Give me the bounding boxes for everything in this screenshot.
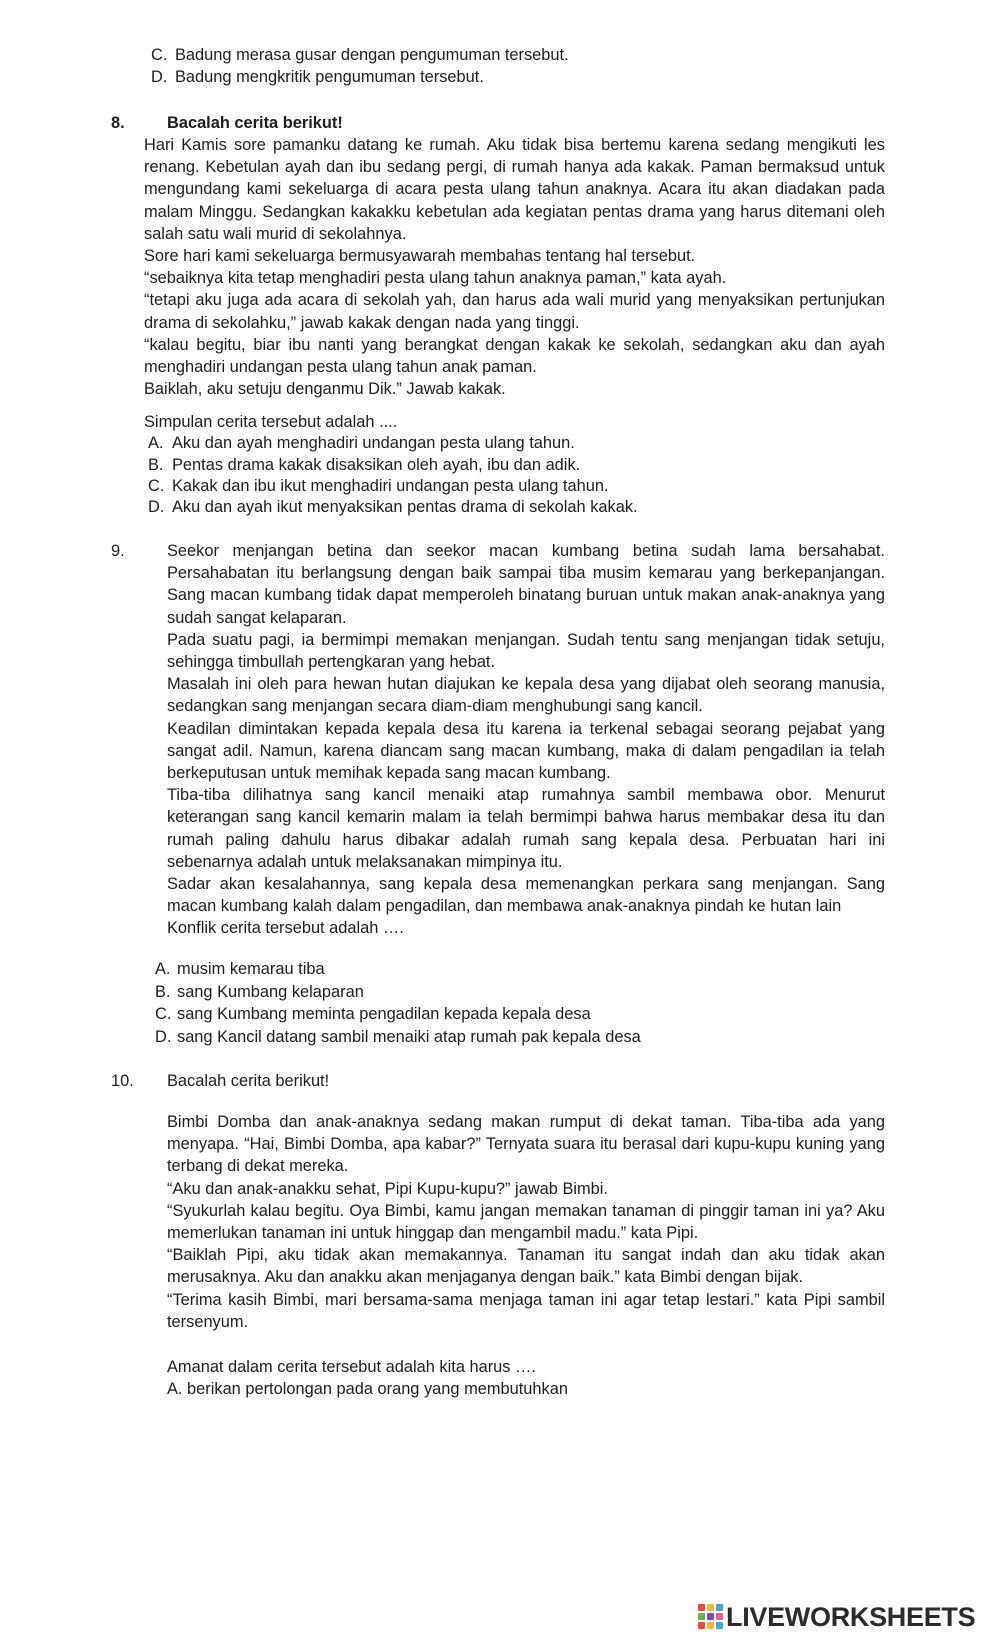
option-text: Badung merasa gusar dengan pengumuman tersebut. bbox=[175, 46, 569, 64]
liveworksheets-logo bbox=[698, 1602, 975, 1632]
option-text: Aku dan ayah menghadiri undangan pesta ulang tahun. bbox=[172, 434, 575, 452]
option-text: musim kemarau tiba bbox=[177, 960, 325, 978]
q8-line-sister: “tetapi aku juga ada acara di sekolah yah, dan harus ada wali murid yang menyaksikan pertunjukan drama di sekolahku,” jawab kakak dengan nada yang tinggi. bbox=[144, 291, 885, 332]
q9-option-a bbox=[155, 958, 325, 980]
q9-story bbox=[167, 540, 885, 940]
q9-paragraph-5: Tiba-tiba dilihatnya sang kancil menaiki atap rumahnya sambil membawa obor. Menurut keterangan sang kancil kemarin malam ia telah bermimpi bahwa harus membakar desa itu dan rumah paling dahulu harus dibakar adalah rumah sang kepala desa. Perbuatan hari ini sebenarnya adalah untuk melaksanakan mimpinya itu. bbox=[167, 786, 885, 871]
q10-number: 10. bbox=[111, 1072, 134, 1090]
q10-paragraph-4: “Baiklah Pipi, aku tidak akan memakannya. Tanaman itu sangat indah dan aku tidak akan merusaknya. Aku dan anakku akan menjaganya dengan baik.” kata Bimbi dengan bijak. bbox=[167, 1246, 885, 1287]
q8-option-c bbox=[148, 475, 609, 497]
q9-question: Konflik cerita tersebut adalah …. bbox=[167, 919, 404, 938]
q10-paragraph-2: “Aku dan anak-anakku sehat, Pipi Kupu-kupu?” jawab Bimbi. bbox=[167, 1179, 608, 1198]
q9-paragraph-2: Pada suatu pagi, ia bermimpi memakan menjangan. Sudah tentu sang menjangan tidak setuju, sehingga timbullah pertengkaran yang hebat. bbox=[167, 630, 885, 672]
q10-story bbox=[167, 1111, 885, 1333]
option-text: sang Kancil datang sambil menaiki atap rumah pak kepala desa bbox=[177, 1028, 641, 1046]
q10-paragraph-1: Bimbi Domba dan anak-anaknya sedang makan rumput di dekat taman. Tiba-tiba ada yang menyapa. “Hai, Bimbi Domba, apa kabar?” Ternyata suara itu berasal dari kupu-kupu kuning yang terbang di dekat mereka. bbox=[167, 1113, 885, 1176]
q10-paragraph-5: “Terima kasih Bimbi, mari bersama-sama menjaga taman ini agar tetap lestari.” kata Pipi sambil tersenyum. bbox=[167, 1290, 885, 1331]
option-letter: C. bbox=[151, 46, 168, 64]
q9-paragraph-4: Keadilan dimintakan kepada kepala desa itu karena ia terkenal sebagai seorang pejabat yang sangat adil. Namun, karena diancam sang macan kumbang, maka di dalam pengadilan ia telah berkeputusan untuk memihak kepada sang macan kumbang. bbox=[167, 719, 885, 783]
q8-number: 8. bbox=[111, 114, 125, 132]
q8-line-agree: Baiklah, aku setuju denganmu Dik.” Jawab kakak. bbox=[144, 380, 506, 399]
option-letter: A. bbox=[148, 434, 164, 452]
option-letter: D. bbox=[155, 1028, 172, 1046]
brand-name: LIVEWORKSHEETS bbox=[726, 1601, 976, 1632]
q8-story bbox=[144, 134, 885, 400]
q8-line-discussion: Sore hari kami sekeluarga bermusyawarah membahas tentang hal tersebut. bbox=[144, 247, 696, 266]
q9-paragraph-1: Seekor menjangan betina dan seekor macan kumbang betina sudah lama bersahabat. Persahabatan itu berlangsung dengan baik sampai tiba musim kemarau yang berkepanjangan. Sang macan kumbang tidak dapat memperoleh binatang buruan untuk makan anak-anaknya yang sudah sangat kelaparan. bbox=[167, 542, 885, 627]
option-text: Badung mengkritik pengumuman tersebut. bbox=[175, 68, 484, 86]
q9-paragraph-6: Sadar akan kesalahannya, sang kepala desa memenangkan perkara sang menjangan. Sang macan kumbang kalah dalam pengadilan, dan membawa anak-anaknya pindah ke hutan lain bbox=[167, 875, 885, 916]
option-text: Pentas drama kakak disaksikan oleh ayah, ibu dan adik. bbox=[172, 456, 581, 474]
option-letter: D. bbox=[148, 498, 165, 516]
option-letter: C. bbox=[155, 1005, 172, 1023]
liveworksheets-logo-icon bbox=[698, 1604, 724, 1630]
q8-line-father: “sebaiknya kita tetap menghadiri pesta ulang tahun anaknya paman,” kata ayah. bbox=[144, 269, 727, 288]
q8-option-d bbox=[148, 496, 638, 518]
q8-line-me: “kalau begitu, biar ibu nanti yang berangkat dengan kakak ke sekolah, sedangkan aku dan ayah menghadiri undangan pesta ulang tahun anak paman. bbox=[144, 335, 885, 377]
option-text: sang Kumbang meminta pengadilan kepada kepala desa bbox=[177, 1005, 591, 1023]
option-letter: A. bbox=[155, 960, 171, 978]
q9-number: 9. bbox=[111, 542, 125, 560]
q9-option-c bbox=[155, 1003, 591, 1025]
q8-option-b bbox=[148, 454, 580, 476]
q10-paragraph-3: “Syukurlah kalau begitu. Oya Bimbi, kamu jangan memakan tanaman di pinggir taman ini ya? Aku memerlukan tanaman ini untuk hinggap dan mengambil madu.” kata Pipi. bbox=[167, 1201, 885, 1243]
q7-option-d bbox=[151, 66, 484, 88]
option-text: Aku dan ayah ikut menyaksikan pentas drama di sekolah kakak. bbox=[172, 498, 638, 516]
q9-option-d bbox=[155, 1026, 641, 1048]
q9-option-b bbox=[155, 981, 364, 1003]
option-text: Kakak dan ibu ikut menghadiri undangan pesta ulang tahun. bbox=[172, 477, 609, 495]
q8-question: Simpulan cerita tersebut adalah .... bbox=[144, 413, 398, 431]
q9-paragraph-3: Masalah ini oleh para hewan hutan diajukan ke kepala desa yang dijabat oleh seorang manusia, sedangkan sang menjangan secara diam-diam menghubungi sang kancil. bbox=[167, 675, 885, 716]
q8-heading: Bacalah cerita berikut! bbox=[167, 114, 343, 132]
q10-question: Amanat dalam cerita tersebut adalah kita harus …. bbox=[167, 1358, 536, 1376]
option-letter: B. bbox=[155, 983, 171, 1001]
q10-option-a: A. berikan pertolongan pada orang yang membutuhkan bbox=[167, 1380, 568, 1398]
q7-option-c bbox=[151, 44, 569, 66]
option-letter: D. bbox=[151, 68, 168, 86]
q8-story-paragraph: Hari Kamis sore pamanku datang ke rumah. Aku tidak bisa bertemu karena sedang mengikuti les renang. Kebetulan ayah dan ibu sedang pergi, di rumah hanya ada kakak. Paman bermaksud untuk mengundang kami sekeluarga di acara pesta ulang tahun anaknya. Acara itu akan diadakan pada malam Minggu. Sedangkan kakakku kebetulan ada kegiatan pentas drama yang harus ditemani oleh salah satu wali murid di sekolahnya. bbox=[144, 136, 885, 243]
option-letter: B. bbox=[148, 456, 164, 474]
option-letter: C. bbox=[148, 477, 165, 495]
option-text: sang Kumbang kelaparan bbox=[177, 983, 364, 1001]
q10-heading: Bacalah cerita berikut! bbox=[167, 1072, 330, 1090]
q8-option-a bbox=[148, 432, 575, 454]
